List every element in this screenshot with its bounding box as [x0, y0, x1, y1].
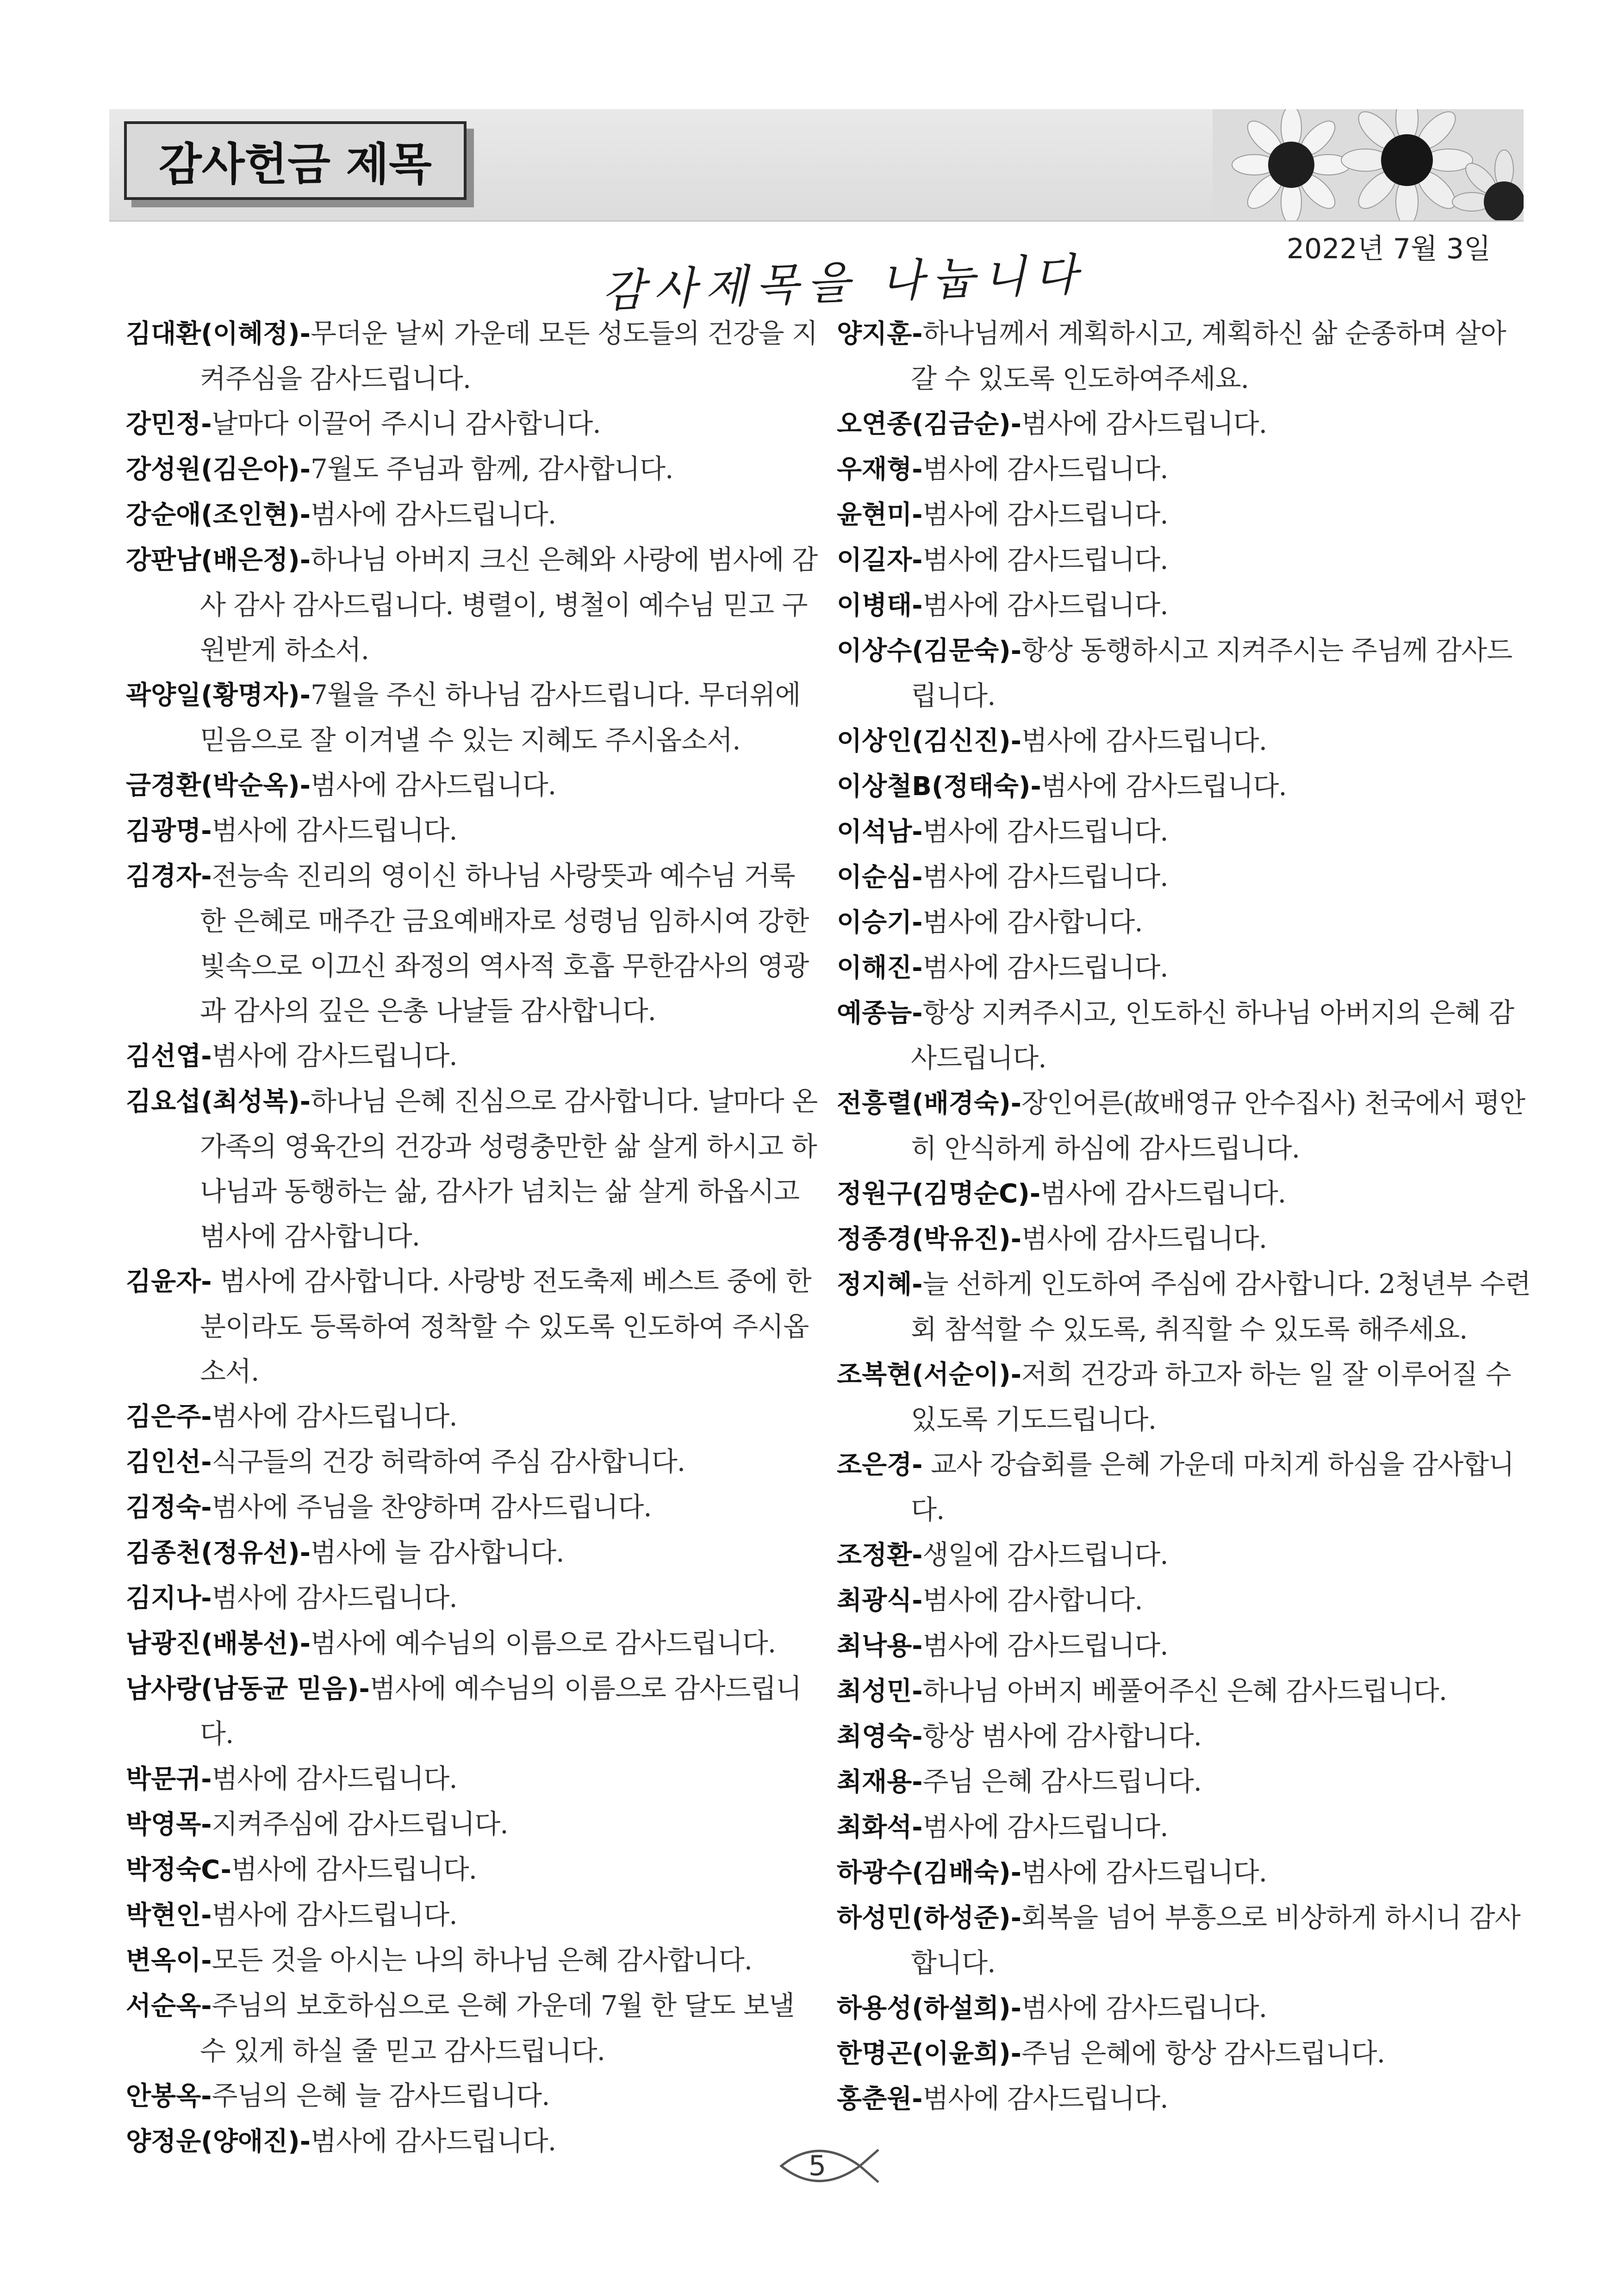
thanksgiving-entry — [126, 537, 820, 672]
thanksgiving-entry — [126, 1259, 820, 1394]
entry-name: 김은주- — [126, 1402, 212, 1432]
thanksgiving-entry — [126, 1802, 820, 1847]
entry-name: 이석남- — [837, 817, 923, 847]
entry-name: 최재용- — [837, 1767, 923, 1797]
entry-text: 범사에 감사드립니다. — [922, 589, 1168, 621]
thanksgiving-entry — [126, 401, 820, 447]
thanksgiving-entry — [126, 1847, 820, 1892]
entry-text: 범사에 감사드립니다. — [311, 2125, 556, 2157]
thanksgiving-entry — [837, 1895, 1531, 1985]
thanksgiving-entry — [837, 1759, 1531, 1804]
entry-text: 범사에 감사드립니다. — [922, 1630, 1168, 1661]
thanksgiving-entry — [126, 2073, 820, 2119]
thanksgiving-entry — [126, 1756, 820, 1802]
entry-text: 늘 선하게 인도하여 주심에 감사합니다. 2청년부 수련회 참석할 수 있도록, 취직할 수 있도록 해주세요. — [911, 1268, 1531, 1345]
thanksgiving-entry — [126, 1033, 820, 1079]
thanksgiving-entry — [837, 764, 1531, 809]
thanksgiving-entry — [837, 447, 1531, 492]
page-number-badge — [763, 2138, 883, 2194]
entry-name: 윤현미- — [837, 500, 923, 530]
entry-name: 곽양일(황명자)- — [126, 680, 311, 710]
entry-text: 7월을 주신 하나님 감사드립니다. 무더위에 믿음으로 잘 이겨낼 수 있는 지혜도 주시옵소서. — [200, 679, 801, 756]
thanksgiving-entry — [837, 537, 1531, 583]
thanksgiving-entry — [126, 1530, 820, 1575]
left-column — [126, 311, 820, 2164]
thanksgiving-entry — [126, 1666, 820, 1756]
entry-name: 안봉옥- — [126, 2081, 212, 2111]
entry-name: 조은경- — [837, 1450, 923, 1480]
entry-name: 남사랑(남동균 믿음)- — [126, 1674, 370, 1704]
entry-text: 주님 은혜에 항상 감사드립니다. — [1021, 2037, 1385, 2069]
thanksgiving-entry — [126, 2119, 820, 2164]
entry-text: 장인어른(故배영규 안수집사) 천국에서 평안히 안식하게 하심에 감사드립니다. — [911, 1087, 1525, 1164]
thanksgiving-entry — [837, 1262, 1531, 1352]
entry-text: 교사 강습회를 은혜 가운데 마치게 하심을 감사합니다. — [911, 1449, 1514, 1525]
entry-text: 범사에 감사드립니다. — [922, 1811, 1168, 1842]
thanksgiving-entry — [837, 1578, 1531, 1623]
thanksgiving-entry — [126, 1938, 820, 1983]
entry-name: 이상인(김신진)- — [837, 726, 1022, 756]
entry-name: 박영목- — [126, 1810, 212, 1840]
entry-text: 항상 범사에 감사합니다. — [922, 1720, 1202, 1752]
entry-name: 조복현(서순이)- — [837, 1360, 1022, 1390]
entry-name: 조정환- — [837, 1540, 923, 1570]
entry-text: 범사에 감사드립니다. — [922, 544, 1168, 575]
entry-name: 최성민- — [837, 1676, 923, 1706]
thanksgiving-entry — [837, 990, 1531, 1081]
entry-name: 최광식- — [837, 1586, 923, 1616]
entry-name: 이순심- — [837, 862, 923, 892]
entry-name: 예종늠- — [837, 998, 923, 1028]
entry-text: 주님의 은혜 늘 감사드립니다. — [212, 2080, 550, 2111]
thanksgiving-entry — [126, 1892, 820, 1938]
entry-name: 정원구(김명순C)- — [837, 1179, 1041, 1209]
entry-text: 지켜주심에 감사드립니다. — [212, 1808, 508, 1840]
entry-text: 전능속 진리의 영이신 하나님 사랑뜻과 예수님 거룩한 은혜로 매주간 금요예배자로 성령님 임하시여 강한 빛속으로 이끄신 좌정의 역사적 호흡 무한감사의 영광과 감사의 깊은 은총 나날들 감사합니다. — [200, 860, 809, 1027]
entry-text: 범사에 감사드립니다. — [212, 1400, 457, 1432]
thanksgiving-entry — [837, 1532, 1531, 1578]
entry-text: 항상 지켜주시고, 인도하신 하나님 아버지의 은혜 감사드립니다. — [911, 997, 1514, 1074]
entry-name: 최영숙- — [837, 1722, 923, 1752]
thanksgiving-entry — [126, 1575, 820, 1621]
thanksgiving-entry — [837, 1668, 1531, 1714]
thanksgiving-entry — [837, 2076, 1531, 2122]
entry-text: 식구들의 건강 허락하여 주심 감사합니다. — [212, 1446, 685, 1477]
thanksgiving-entry — [126, 1394, 820, 1439]
entry-name: 정종경(박유진)- — [837, 1224, 1022, 1254]
entry-name: 김선엽- — [126, 1041, 212, 1071]
entry-name: 하광수(김배숙)- — [837, 1858, 1022, 1888]
entry-text: 범사에 감사드립니다. — [1021, 1856, 1267, 1888]
thanksgiving-entry — [837, 1081, 1531, 1171]
entry-name: 양지훈- — [837, 319, 923, 349]
entry-name: 최낙용- — [837, 1631, 923, 1661]
entry-name: 한명곤(이윤희)- — [837, 2039, 1022, 2069]
thanksgiving-entry — [126, 1621, 820, 1666]
entry-name: 김윤자- — [126, 1267, 212, 1297]
entry-name: 이상수(김문숙)- — [837, 636, 1022, 666]
entry-text: 범사에 감사드립니다. — [311, 769, 556, 801]
entry-name: 홍춘원- — [837, 2084, 923, 2114]
thanksgiving-entry — [126, 763, 820, 808]
entry-text: 범사에 감사드립니다. — [212, 1040, 457, 1071]
thanksgiving-entry — [126, 492, 820, 537]
entry-name: 박현인- — [126, 1900, 212, 1930]
entry-text: 생일에 감사드립니다. — [922, 1539, 1168, 1570]
entry-name: 변옥이- — [126, 1946, 212, 1976]
entry-text: 범사에 감사드립니다. — [922, 815, 1168, 847]
entry-text: 범사에 감사드립니다. — [922, 453, 1168, 485]
thanksgiving-entry — [837, 583, 1531, 628]
entry-name: 이병태- — [837, 591, 923, 621]
entry-text: 범사에 감사드립니다. — [1021, 725, 1267, 756]
entry-text: 하나님 아버지 크신 은혜와 사랑에 범사에 감사 감사 감사드립니다. 병렬이, 병철이 예수님 믿고 구원받게 하소서. — [200, 544, 818, 666]
entry-text: 범사에 감사드립니다. — [1041, 770, 1287, 802]
entry-text: 저희 건강과 하고자 하는 일 잘 이루어질 수 있도록 기도드립니다. — [911, 1358, 1511, 1435]
entry-name: 우재형- — [837, 454, 923, 485]
entry-name: 김경자- — [126, 861, 212, 891]
thanksgiving-entry — [126, 311, 820, 401]
thanksgiving-entry — [837, 492, 1531, 537]
entry-name: 강판남(배은정)- — [126, 545, 311, 575]
thanksgiving-entry — [126, 808, 820, 853]
thanksgiving-entry — [837, 1804, 1531, 1850]
fish-icon — [781, 2150, 878, 2182]
entry-text: 범사에 감사드립니다. — [1021, 1992, 1267, 2023]
entry-text: 회복을 넘어 부흥으로 비상하게 하시니 감사합니다. — [911, 1902, 1520, 1979]
thanksgiving-entry — [126, 1439, 820, 1485]
entry-name: 김광명- — [126, 816, 212, 846]
entry-name: 박문귀- — [126, 1764, 212, 1794]
entry-text: 주님 은혜 감사드립니다. — [922, 1766, 1202, 1797]
entry-text: 7월도 주님과 함께, 감사합니다. — [311, 453, 673, 485]
entry-text: 범사에 감사드립니다. — [1021, 1223, 1267, 1254]
thanksgiving-entry — [837, 1442, 1531, 1532]
handwritten-subtitle: 감사제목을 나눕니다 — [601, 248, 1087, 317]
section-title: 감사헌금 제목 — [159, 138, 432, 190]
entry-name: 정지혜- — [837, 1269, 923, 1300]
entry-name: 김요섭(최성복)- — [126, 1087, 311, 1117]
entry-text: 하나님께서 계획하시고, 계획하신 삶 순종하며 살아갈 수 있도록 인도하여주세요. — [911, 317, 1506, 394]
thanksgiving-entry — [126, 1079, 820, 1259]
entry-name: 김대환(이혜정)- — [126, 319, 311, 349]
entry-text: 범사에 감사드립니다. — [922, 952, 1168, 983]
entry-name: 최화석- — [837, 1812, 923, 1842]
entry-text: 범사에 예수님의 이름으로 감사드립니다. — [200, 1673, 802, 1749]
thanksgiving-entry — [837, 900, 1531, 945]
entry-text: 무더운 날씨 가운데 모든 성도들의 건강을 지켜주심을 감사드립니다. — [200, 317, 818, 394]
section-title-box — [124, 121, 467, 200]
thanksgiving-entry — [837, 628, 1531, 718]
thanksgiving-entry — [126, 672, 820, 763]
entry-text: 범사에 감사드립니다. — [922, 2083, 1168, 2114]
entry-text: 범사에 감사합니다. — [922, 906, 1143, 938]
entry-text: 날마다 이끌어 주시니 감사합니다. — [212, 408, 601, 439]
thanksgiving-entry — [126, 1485, 820, 1530]
thanksgiving-entry — [837, 945, 1531, 990]
thanksgiving-entry — [837, 2031, 1531, 2076]
entry-text: 범사에 감사드립니다. — [311, 498, 556, 530]
entry-text: 범사에 감사드립니다. — [212, 815, 457, 846]
thanksgiving-entry — [837, 1171, 1531, 1216]
thanksgiving-entry — [837, 311, 1531, 401]
entry-name: 전흥렬(배경숙)- — [837, 1089, 1022, 1119]
entry-name: 이승기- — [837, 908, 923, 938]
page-number: 5 — [808, 2150, 827, 2182]
entry-text: 범사에 감사드립니다. — [212, 1763, 457, 1794]
entry-name: 강민정- — [126, 409, 212, 439]
entry-name: 김정숙- — [126, 1493, 212, 1523]
entry-name: 이해진- — [837, 953, 923, 983]
thanksgiving-entry — [837, 1216, 1531, 1262]
thanksgiving-entry — [126, 853, 820, 1033]
entry-name: 하성민(하성준)- — [837, 1903, 1022, 1933]
entry-text: 범사에 감사드립니다. — [231, 1854, 477, 1885]
entry-text: 주님의 보호하심으로 은혜 가운데 7월 한 달도 보낼 수 있게 하실 줄 믿고 감사드립니다. — [200, 1990, 795, 2066]
entry-text: 범사에 감사합니다. 사랑방 전도축제 베스트 중에 한 분이라도 등록하여 정착할 수 있도록 인도하여 주시옵소서. — [200, 1265, 811, 1387]
entry-name: 오연종(김금순)- — [837, 409, 1022, 439]
entry-text: 범사에 감사드립니다. — [1021, 408, 1267, 439]
entry-name: 양정운(양애진)- — [126, 2127, 311, 2157]
entry-name: 이상철B(정태숙)- — [837, 772, 1041, 802]
entry-name: 김지나- — [126, 1583, 212, 1613]
entry-name: 강순애(조인현)- — [126, 500, 311, 530]
entry-name: 이길자- — [837, 545, 923, 575]
thanksgiving-entry — [837, 1850, 1531, 1895]
entry-name: 김종천(정유선)- — [126, 1538, 311, 1568]
right-column — [837, 311, 1531, 2122]
thanksgiving-entry — [837, 1352, 1531, 1442]
thanksgiving-entry — [837, 401, 1531, 447]
entry-text: 범사에 감사드립니다. — [212, 1582, 457, 1613]
entry-text: 하나님 아버지 베풀어주신 은혜 감사드립니다. — [922, 1675, 1447, 1706]
entry-text: 범사에 감사드립니다. — [922, 861, 1168, 892]
thanksgiving-entry — [837, 809, 1531, 854]
entry-name: 하용성(하설희)- — [837, 1993, 1022, 2023]
entry-name: 서순옥- — [126, 1991, 212, 2021]
entry-name: 남광진(배봉선)- — [126, 1629, 311, 1659]
bulletin-date: 2022년 7월 3일 — [1287, 233, 1491, 265]
thanksgiving-entry — [837, 1985, 1531, 2031]
entry-text: 하나님 은혜 진심으로 감사합니다. 날마다 온 가족의 영육간의 건강과 성령충만한 삶 살게 하시고 하나님과 동행하는 삶, 감사가 넘치는 삶 살게 하옵시고 범사에 감사합니다. — [200, 1085, 818, 1252]
entry-name: 박정숙C- — [126, 1855, 231, 1885]
sunflower-decoration — [1213, 109, 1524, 220]
thanksgiving-entry — [126, 1983, 820, 2073]
entry-text: 범사에 예수님의 이름으로 감사드립니다. — [311, 1627, 776, 1659]
thanksgiving-entry — [837, 1623, 1531, 1668]
entry-text: 범사에 감사드립니다. — [1040, 1177, 1286, 1209]
entry-text: 범사에 주님을 찬양하며 감사드립니다. — [212, 1491, 652, 1523]
entry-text: 범사에 감사합니다. — [922, 1584, 1143, 1616]
thanksgiving-entry — [126, 447, 820, 492]
entry-text: 범사에 감사드립니다. — [212, 1899, 457, 1930]
entry-name: 강성원(김은아)- — [126, 454, 311, 485]
thanksgiving-entry — [837, 1714, 1531, 1759]
entry-text: 범사에 늘 감사합니다. — [311, 1537, 564, 1568]
entry-name: 김인선- — [126, 1447, 212, 1477]
entry-text: 모든 것을 아시는 나의 하나님 은혜 감사합니다. — [212, 1944, 753, 1976]
entry-name: 금경환(박순옥)- — [126, 771, 311, 801]
thanksgiving-entry — [837, 854, 1531, 900]
entry-text: 항상 동행하시고 지켜주시는 주님께 감사드립니다. — [911, 635, 1512, 711]
thanksgiving-entry — [837, 718, 1531, 764]
entry-text: 범사에 감사드립니다. — [922, 498, 1168, 530]
